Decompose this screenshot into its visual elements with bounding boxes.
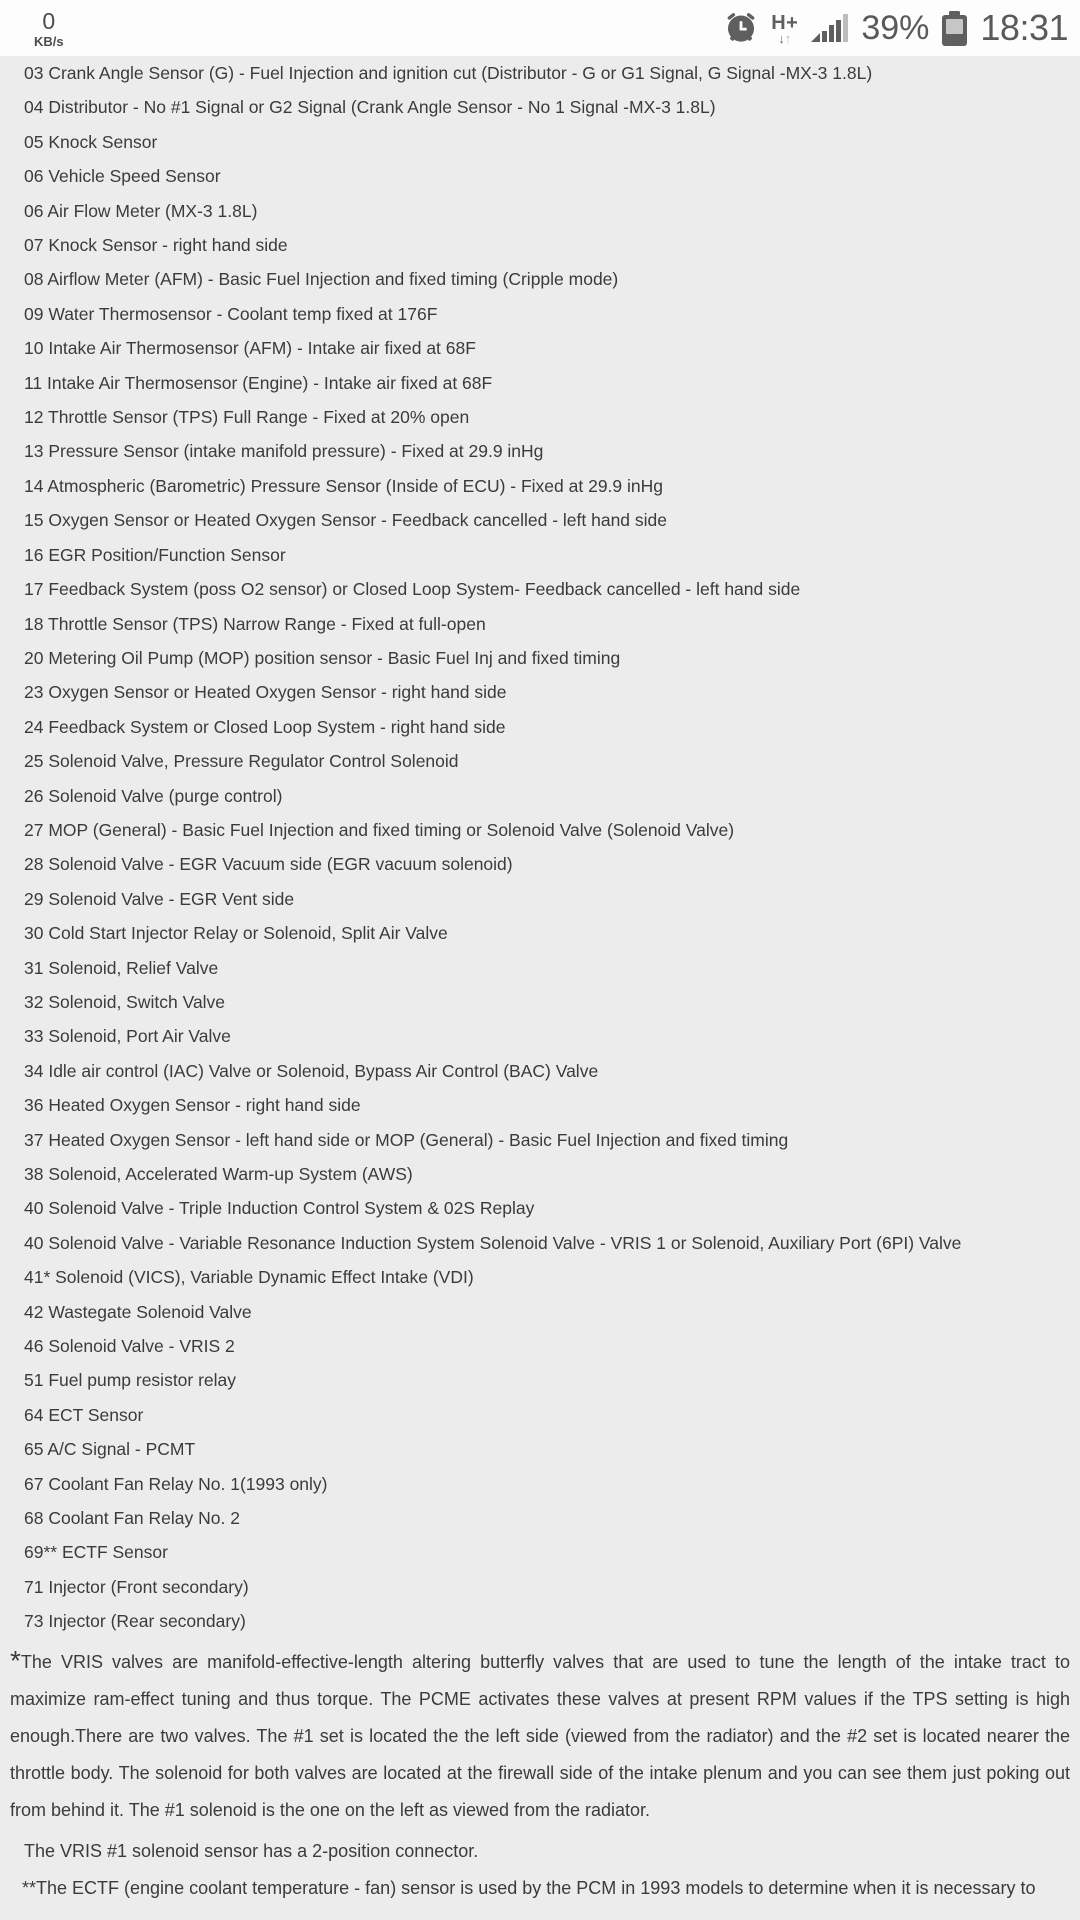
trouble-code-item: 68 Coolant Fan Relay No. 2 (24, 1508, 240, 1529)
trouble-code-item: 13 Pressure Sensor (intake manifold pressure) - Fixed at 29.9 inHg (24, 441, 544, 462)
trouble-code-item: 69** ECTF Sensor (24, 1542, 168, 1563)
trouble-code-item: 51 Fuel pump resistor relay (24, 1370, 237, 1391)
trouble-code-item: 33 Solenoid, Port Air Valve (24, 1026, 231, 1047)
trouble-code-list (0, 56, 1080, 1639)
trouble-code-item: 64 ECT Sensor (24, 1404, 144, 1425)
trouble-code-item: 09 Water Thermosensor - Coolant temp fixed at 176F (24, 303, 438, 324)
note-text: The VRIS valves are manifold-effective-length altering butterfly valves that are used to tune the length of the intake tract to maximize ram-effect tuning and thus torque. The PCME activates these valves at present RPM values if the TPS setting is high enough.There are two valves. The #1 set is located the the left side (viewed from the radiator) and the #2 set is located nearer the throttle body. The solenoid for both valves are located at the firewall side of the intake plenum and you can see them just poking out from behind it. The #1 solenoid is the one on the left as viewed from the radiator. (10, 1651, 1070, 1820)
trouble-code-item: 08 Airflow Meter (AFM) - Basic Fuel Injection and fixed timing (Cripple mode) (24, 269, 619, 290)
network-type-label: H+ (771, 11, 799, 34)
trouble-code-item: 25 Solenoid Valve, Pressure Regulator Control Solenoid (24, 751, 459, 772)
trouble-code-item: 41* Solenoid (VICS), Variable Dynamic Effect Intake (VDI) (24, 1267, 474, 1288)
trouble-code-item: 36 Heated Oxygen Sensor - right hand side (24, 1095, 361, 1116)
signal-wedge (811, 33, 820, 42)
network-type-indicator (771, 13, 798, 44)
trouble-code-item: 04 Distributor - No #1 Signal or G2 Signal (Crank Angle Sensor - No 1 Signal -MX-3 1.8L) (24, 97, 716, 118)
trouble-code-item: 24 Feedback System or Closed Loop System - right hand side (24, 716, 506, 737)
trouble-code-item: 29 Solenoid Valve - EGR Vent side (24, 888, 295, 909)
signal-strength-icon (811, 14, 848, 42)
trouble-code-item: 67 Coolant Fan Relay No. 1(1993 only) (24, 1473, 328, 1494)
trouble-code-item: 14 Atmospheric (Barometric) Pressure Sensor (Inside of ECU) - Fixed at 29.9 inHg (24, 475, 663, 496)
note-text: The ECTF (engine coolant temperature - fan) sensor is used by the PCM in 1993 models to determine when it is necessary to (36, 1877, 1036, 1898)
trouble-code-item: 06 Vehicle Speed Sensor (24, 166, 221, 187)
battery-percentage: 39% (861, 8, 930, 47)
trouble-code-item: 16 EGR Position/Function Sensor (24, 544, 286, 565)
data-activity-arrows (778, 30, 792, 46)
trouble-code-item: 12 Throttle Sensor (TPS) Full Range - Fixed at 20% open (24, 407, 470, 428)
trouble-code-item: 34 Idle air control (IAC) Valve or Solenoid, Bypass Air Control (BAC) Valve (24, 1060, 599, 1081)
network-speed-unit: KB/s (34, 34, 64, 49)
trouble-code-item: 27 MOP (General) - Basic Fuel Injection and fixed timing or Solenoid Valve (Solenoid Valve) (24, 819, 735, 840)
network-speed-indicator (34, 10, 64, 48)
note-asterisk-marker: * (10, 1644, 21, 1676)
trouble-code-item: 28 Solenoid Valve - EGR Vacuum side (EGR vacuum solenoid) (24, 854, 513, 875)
note-vris-paragraph (10, 1644, 1070, 1829)
trouble-code-item: 07 Knock Sensor - right hand side (24, 235, 288, 256)
alarm-clock-icon (724, 11, 758, 45)
trouble-code-item: 05 Knock Sensor (24, 131, 158, 152)
network-speed-value: 0 (42, 8, 56, 34)
battery-icon (942, 11, 967, 46)
note-vris-connector (10, 1833, 1070, 1870)
trouble-code-item: 65 A/C Signal - PCMT (24, 1439, 196, 1460)
status-bar (0, 0, 1080, 56)
trouble-code-item: 42 Wastegate Solenoid Valve (24, 1301, 252, 1322)
trouble-code-item: 71 Injector (Front secondary) (24, 1576, 249, 1597)
clock-time: 18:31 (980, 7, 1068, 48)
trouble-code-item: 15 Oxygen Sensor or Heated Oxygen Sensor - Feedback cancelled - left hand side (24, 510, 668, 531)
trouble-code-item: 18 Throttle Sensor (TPS) Narrow Range - Fixed at full-open (24, 613, 486, 634)
trouble-code-item: 26 Solenoid Valve (purge control) (24, 785, 283, 806)
note-double-asterisk-marker: ** (22, 1877, 37, 1898)
trouble-code-item: 06 Air Flow Meter (MX-3 1.8L) (24, 200, 258, 221)
note-ectf-paragraph (10, 1870, 1070, 1907)
trouble-code-item: 38 Solenoid, Accelerated Warm-up System (AWS) (24, 1164, 413, 1184)
download-arrow-icon: ↓ (778, 30, 785, 46)
trouble-code-item: 17 Feedback System (poss O2 sensor) or Closed Loop System- Feedback cancelled - left hand side (24, 579, 801, 600)
trouble-code-item: 30 Cold Start Injector Relay or Solenoid, Split Air Valve (24, 923, 448, 944)
page-content[interactable] (0, 56, 1080, 1920)
note-text: The VRIS #1 solenoid sensor has a 2-position connector. (24, 1840, 479, 1861)
trouble-code-item: 23 Oxygen Sensor or Heated Oxygen Sensor - right hand side (24, 682, 507, 703)
upload-arrow-icon: ↑ (784, 30, 792, 46)
trouble-code-item: 40 Solenoid Valve - Variable Resonance Induction System Solenoid Valve - VRIS 1 or Solenoid, Auxiliary Port (6PI) Valve (24, 1232, 962, 1253)
notes-section (0, 1644, 1080, 1907)
trouble-code-item: 20 Metering Oil Pump (MOP) position sensor - Basic Fuel Inj and fixed timing (24, 647, 621, 668)
trouble-code-item: 40 Solenoid Valve - Triple Induction Control System & 02S Replay (24, 1198, 535, 1219)
trouble-code-item: 37 Heated Oxygen Sensor - left hand side or MOP (General) - Basic Fuel Injection and fixed timing (24, 1129, 789, 1150)
status-bar-right-cluster (724, 7, 1068, 49)
trouble-code-item: 03 Crank Angle Sensor (G) - Fuel Injection and ignition cut (Distributor - G or G1 Signal, G Signal -MX-3 1.8L) (24, 63, 873, 83)
trouble-code-item: 10 Intake Air Thermosensor (AFM) - Intake air fixed at 68F (24, 338, 476, 359)
trouble-code-item: 32 Solenoid, Switch Valve (24, 991, 226, 1012)
trouble-code-item: 73 Injector (Rear secondary) (24, 1611, 246, 1632)
trouble-code-item: 46 Solenoid Valve - VRIS 2 (24, 1336, 235, 1357)
trouble-code-item: 31 Solenoid, Relief Valve (24, 957, 219, 978)
trouble-code-item: 11 Intake Air Thermosensor (Engine) - Intake air fixed at 68F (24, 372, 493, 393)
